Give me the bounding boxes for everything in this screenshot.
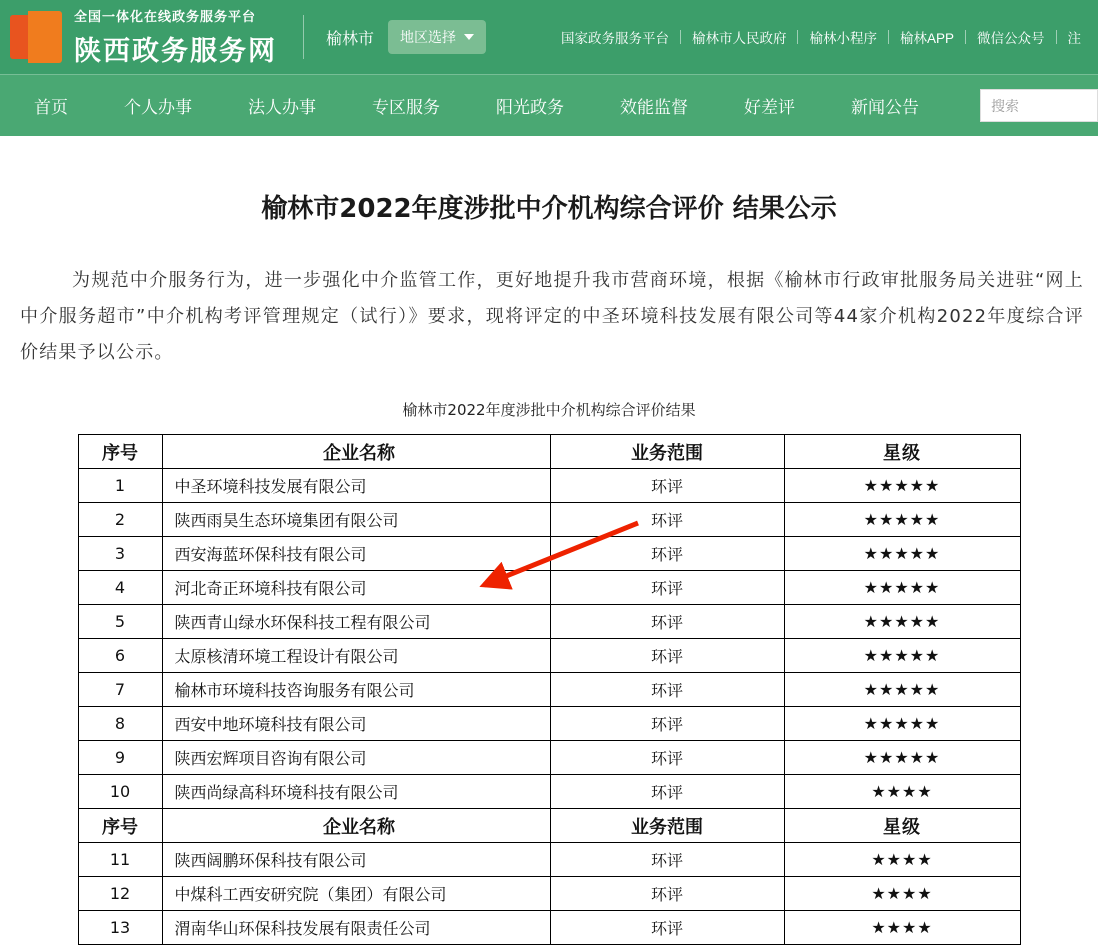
cell-stars: ★★★★	[784, 775, 1020, 809]
header-link-national-platform[interactable]: 国家政务服务平台	[560, 31, 669, 46]
cell-index: 2	[78, 503, 162, 537]
cell-stars: ★★★★	[784, 877, 1020, 911]
nav-item-personal[interactable]: 个人办事	[124, 98, 192, 117]
header-links	[550, 27, 1098, 47]
header-link-register[interactable]: 注	[1067, 31, 1081, 46]
table-row	[78, 605, 1020, 639]
cell-index: 4	[78, 571, 162, 605]
cell-company: 陕西阔鹏环保科技有限公司	[162, 843, 550, 877]
article-paragraph-text: 为规范中介服务行为，进一步强化中介监管工作，更好地提升我市营商环境，根据《榆林市行政审批服务局关进驻“网上中介服务超市”中介机构考评管理规定（试行）》要求，现将评定的中圣环境科技发展有限公司等44家介机构2022年度综合评价结果予以公示。	[20, 270, 1084, 363]
cell-company: 太原核清环境工程设计有限公司	[162, 639, 550, 673]
cell-company: 陕西宏辉项目咨询有限公司	[162, 741, 550, 775]
header-link-miniprogram[interactable]: 榆林小程序	[809, 31, 877, 46]
cell-company: 陕西青山绿水环保科技工程有限公司	[162, 605, 550, 639]
header-divider	[303, 15, 304, 59]
cell-company: 西安中地环境科技有限公司	[162, 707, 550, 741]
nav-item-news[interactable]: 新闻公告	[851, 98, 919, 117]
cell-stars: ★★★★★	[784, 503, 1020, 537]
column-header-index: 序号	[78, 809, 162, 843]
cell-company: 中煤科工西安研究院（集团）有限公司	[162, 877, 550, 911]
table-row	[78, 639, 1020, 673]
cell-scope: 环评	[550, 469, 784, 503]
cell-company: 中圣环境科技发展有限公司	[162, 469, 550, 503]
main-nav	[0, 74, 1098, 136]
cell-stars: ★★★★★	[784, 673, 1020, 707]
cell-index: 13	[78, 911, 162, 945]
table-caption: 榆林市2022年度涉批中介机构综合评价结果	[402, 401, 696, 419]
cell-stars: ★★★★★	[784, 469, 1020, 503]
cell-company: 西安海蓝环保科技有限公司	[162, 537, 550, 571]
cell-company: 榆林市环境科技咨询服务有限公司	[162, 673, 550, 707]
article-content	[0, 188, 1098, 945]
nav-item-sunshine-affairs[interactable]: 阳光政务	[496, 98, 564, 117]
cell-scope: 环评	[550, 775, 784, 809]
cell-index: 11	[78, 843, 162, 877]
cell-scope: 环评	[550, 571, 784, 605]
table-row	[78, 469, 1020, 503]
table-row	[78, 877, 1020, 911]
nav-item-legal-entity[interactable]: 法人办事	[248, 98, 316, 117]
cell-stars: ★★★★★	[784, 605, 1020, 639]
logo-icon	[10, 11, 62, 63]
cell-stars: ★★★★★	[784, 707, 1020, 741]
cell-stars: ★★★★★	[784, 571, 1020, 605]
header-link-app[interactable]: 榆林APP	[899, 31, 954, 46]
table-row	[78, 707, 1020, 741]
table-row	[78, 843, 1020, 877]
current-city-label: 榆林市	[326, 30, 375, 48]
header-link-city-government[interactable]: 榆林市人民政府	[691, 31, 787, 46]
cell-stars: ★★★★	[784, 843, 1020, 877]
cell-scope: 环评	[550, 537, 784, 571]
cell-stars: ★★★★★	[784, 639, 1020, 673]
search-input[interactable]: 搜索	[980, 89, 1098, 122]
cell-company: 陕西雨昊生态环境集团有限公司	[162, 503, 550, 537]
cell-scope: 环评	[550, 673, 784, 707]
table-row	[78, 537, 1020, 571]
column-header-scope: 业务范围	[550, 435, 784, 469]
cell-stars: ★★★★★	[784, 537, 1020, 571]
cell-company: 渭南华山环保科技发展有限责任公司	[162, 911, 550, 945]
header-link-wechat[interactable]: 微信公众号	[977, 31, 1045, 46]
cell-index: 10	[78, 775, 162, 809]
column-header-stars: 星级	[784, 809, 1020, 843]
cell-company: 河北奇正环境科技有限公司	[162, 571, 550, 605]
logo-title: 陕西政务服务网	[74, 36, 277, 66]
cell-index: 1	[78, 469, 162, 503]
table-row	[78, 741, 1020, 775]
cell-index: 5	[78, 605, 162, 639]
cell-index: 7	[78, 673, 162, 707]
table-row	[78, 775, 1020, 809]
region-select-button[interactable]	[388, 20, 486, 54]
column-header-scope: 业务范围	[550, 809, 784, 843]
cell-scope: 环评	[550, 503, 784, 537]
cell-scope: 环评	[550, 707, 784, 741]
cell-scope: 环评	[550, 605, 784, 639]
logo-subtitle: 全国一体化在线政务服务平台	[74, 9, 257, 24]
cell-company: 陕西尚绿高科环境科技有限公司	[162, 775, 550, 809]
nav-item-special-zone[interactable]: 专区服务	[372, 98, 440, 117]
site-header	[0, 0, 1098, 74]
table-row	[78, 911, 1020, 945]
site-logo[interactable]	[0, 6, 277, 68]
region-select-label: 地区选择	[400, 29, 457, 45]
column-header-company: 企业名称	[162, 435, 550, 469]
column-header-company: 企业名称	[162, 809, 550, 843]
cell-scope: 环评	[550, 911, 784, 945]
cell-index: 8	[78, 707, 162, 741]
page-title: 榆林市2022年度涉批中介机构综合评价 结果公示	[261, 194, 837, 224]
nav-item-home[interactable]: 首页	[34, 98, 68, 117]
column-header-index: 序号	[78, 435, 162, 469]
cell-stars: ★★★★	[784, 911, 1020, 945]
table-header-row	[78, 435, 1020, 469]
cell-index: 6	[78, 639, 162, 673]
chevron-down-icon	[464, 34, 474, 40]
table-row	[78, 503, 1020, 537]
nav-item-efficiency-supervision[interactable]: 效能监督	[620, 98, 688, 117]
column-header-stars: 星级	[784, 435, 1020, 469]
table-row	[78, 673, 1020, 707]
nav-item-review[interactable]: 好差评	[744, 98, 795, 117]
article-paragraph	[0, 263, 1098, 371]
cell-stars: ★★★★★	[784, 741, 1020, 775]
table-header-row-repeat	[78, 809, 1020, 843]
cell-index: 12	[78, 877, 162, 911]
cell-scope: 环评	[550, 741, 784, 775]
evaluation-results-table	[78, 434, 1021, 945]
table-row	[78, 571, 1020, 605]
cell-index: 9	[78, 741, 162, 775]
cell-scope: 环评	[550, 877, 784, 911]
cell-scope: 环评	[550, 843, 784, 877]
cell-index: 3	[78, 537, 162, 571]
cell-scope: 环评	[550, 639, 784, 673]
